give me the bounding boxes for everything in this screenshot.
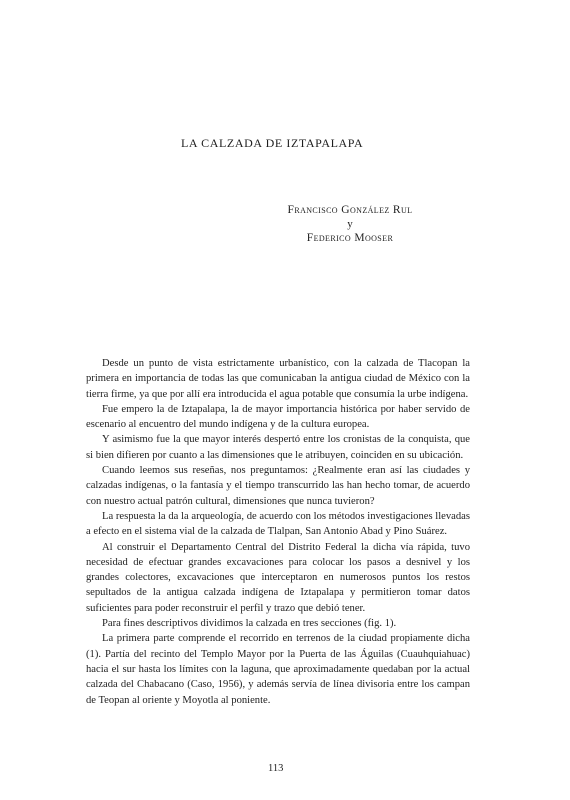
body-paragraph: La respuesta la da la arqueología, de acuerdo con los métodos investigaciones llevadas a efecto en el sistema vial de la calzada de Tlalpan, San Antonio Abad y Pino Suárez. [86,510,470,538]
article-title: LA CALZADA DE IZTAPALAPA [181,136,364,150]
body-paragraph: Al construir el Departamento Central del Distrito Federal la dicha vía rápida, tuvo necesidad de efectuar grandes excavaciones para colocar los pasos a desnivel y los grandes colectores, excavaciones que interceptaron en numerosos puntos los restos sepultados de la antigua calzada indígena de Iztapalapa y permitieron tomar datos suficientes para poder reconstruir el perfil y trazo que debió tener. [86,541,470,614]
body-paragraph: Para fines descriptivos dividimos la calzada en tres secciones (fig. 1). [102,618,397,630]
author-block [270,203,430,246]
author-name: Francisco González Rul [287,204,413,216]
body-paragraph: Y asimismo fue la que mayor interés despertó entre los cronistas de la conquista, que si bien difieren por cuanto a las dimensiones que le atribuyen, coinciden en su ubicación. [86,434,470,461]
author-conjunction: y [347,218,353,230]
body-paragraph: La primera parte comprende el recorrido en terrenos de la ciudad propiamente dicha (1). Partía del recinto del Templo Mayor por la Puerta de las Águilas (Cuauhquiahuac) hacia el sur hasta los límites con la laguna, que aproximadamente quedaban por la actual calzada del Chabacano (Caso, 1956), y además servía de línea divisoria entre los campan de Teopan al oriente y Moyotla al poniente. [86,633,470,706]
article-body [86,356,470,708]
body-paragraph: Cuando leemos sus reseñas, nos preguntamos: ¿Realmente eran así las ciudades y calzadas indígenas, o la fantasía y el tiempo transcurrido las han hecho tomar, de acuerdo con nuestro actual patrón cultural, dimensiones que nunca tuvieron? [86,465,470,507]
body-paragraph: Fue empero la de Iztapalapa, la de mayor importancia histórica por haber servido de escenario al encuentro del mundo indígena y de la cultura europea. [86,403,470,431]
page-number: 113 [268,763,284,774]
author-name: Federico Mooser [306,232,394,244]
body-paragraph: Desde un punto de vista estrictamente urbanístico, con la calzada de Tlacopan la primera en importancia de todas las que comunicaban la antigua ciudad de México con la tierra firme, ya que por allí era introducida el agua potable que consumía la urbe indígena. [86,358,470,400]
